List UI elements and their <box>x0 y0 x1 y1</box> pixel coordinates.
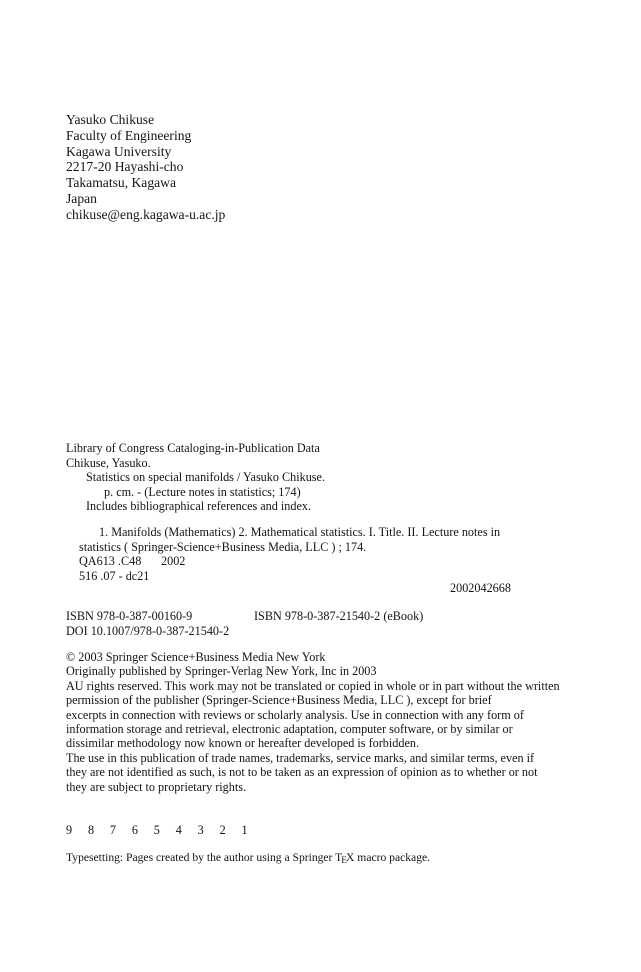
author-university: Kagawa University <box>66 143 172 159</box>
cip-subjects <box>66 525 500 583</box>
rights-line: The use in this publication of trade names, trademarks, service marks, and similar terms, even if <box>66 750 535 765</box>
cip-physical: p. cm. - (Lecture notes in statistics; 174) <box>104 484 301 499</box>
cip-call-number-b: 2002 <box>161 554 186 569</box>
tex-logo-x: X <box>346 851 355 864</box>
cip-data <box>66 441 325 514</box>
tex-logo-e: E <box>341 855 347 866</box>
tex-logo-t: T <box>335 851 343 864</box>
tex-logo <box>335 851 354 864</box>
author-name: Yasuko Chikuse <box>66 112 155 127</box>
cip-dewey: 516 .07 - dc21 <box>79 568 150 583</box>
lccn: 2002042668 <box>450 581 511 595</box>
isbn-print: ISBN 978-0-387-00160-9 <box>66 609 193 623</box>
author-faculty: Faculty of Engineering <box>66 127 192 143</box>
cip-heading: Library of Congress Cataloging-in-Publication Data <box>66 441 320 455</box>
rights-line: permission of the publisher (Springer-Science+Business Media, LLC ), except for brief <box>66 693 492 708</box>
rights-line: AU rights reserved. This work may not be translated or copied in whole or in part without the written <box>66 678 560 693</box>
author-city: Takamatsu, Kagawa <box>66 175 177 191</box>
cip-title-entry: Statistics on special manifolds / Yasuko Chikuse. <box>86 470 326 485</box>
doi: DOI 10.1007/978-0-387-21540-2 <box>66 623 230 638</box>
original-publication-line: Originally published by Springer-Verlag New York, Inc in 2003 <box>66 664 377 679</box>
cip-subjects-line1: 1. Manifolds (Mathematics) 2. Mathematical statistics. I. Title. II. Lecture notes in <box>99 525 501 539</box>
rights-line: they are not identified as such, is not to be taken as an expression of opinion as to whether or not <box>66 765 538 780</box>
typesetting-suffix: macro package. <box>354 851 431 864</box>
printing-sequence: 9 8 7 6 5 4 3 2 1 <box>66 823 255 837</box>
typesetting-note <box>66 851 430 864</box>
typesetting-prefix: Typesetting: Pages created by the author using a Springer <box>66 851 336 864</box>
cip-author-entry: Chikuse, Yasuko. <box>66 455 151 470</box>
author-street: 2217-20 Hayashi-cho <box>66 159 184 175</box>
rights-line: they are subject to proprietary rights. <box>66 779 247 794</box>
author-address <box>66 112 225 223</box>
author-country: Japan <box>66 190 97 206</box>
rights-line: excerpts in connection with reviews or scholarly analysis. Use in connection with any form of <box>66 707 524 722</box>
cip-call-number-a: QA613 .C48 <box>79 554 142 569</box>
rights-line: information storage and retrieval, electronic adaptation, computer software, or by similar or <box>66 722 513 737</box>
rights-line: dissimilar methodology now known or hereafter developed is forbidden. <box>66 736 420 751</box>
isbn-ebook: ISBN 978-0-387-21540-2 (eBook) <box>254 609 424 623</box>
cip-call-number <box>66 554 500 569</box>
cip-notes: Includes bibliographical references and index. <box>86 499 312 514</box>
identifiers <box>66 609 423 638</box>
author-email: chikuse@eng.kagawa-u.ac.jp <box>66 206 226 222</box>
copyright-line: © 2003 Springer Science+Business Media New York <box>66 650 326 664</box>
rights-notice <box>66 650 560 794</box>
cip-subjects-line2: statistics ( Springer-Science+Business Media, LLC ) ; 174. <box>79 539 367 554</box>
